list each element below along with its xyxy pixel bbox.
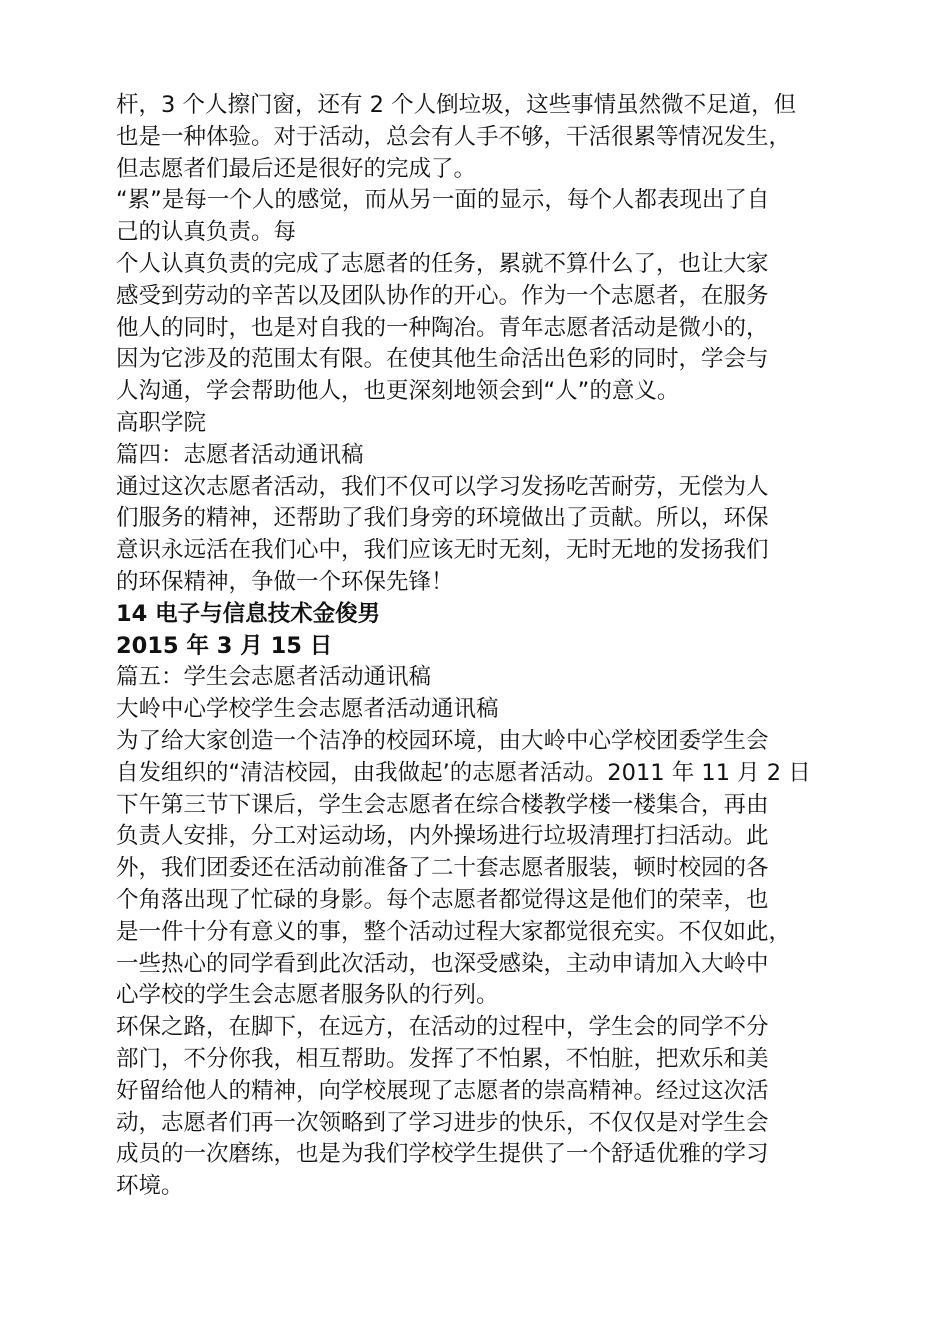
author-affiliation: 高职学院 xyxy=(116,409,207,436)
text-line: 因为它涉及的范围太有限。在使其他生命活出色彩的同时，学会与 xyxy=(116,346,769,373)
text-line: 杆，3 个人擦门窗，还有 2 个人倒垃圾，这些事情虽然微不足道，但 xyxy=(116,92,797,118)
text-line: 人沟通，学会帮助他人，也更深刻地领会到“人”的意义。 xyxy=(116,378,680,405)
text-line: 个角落出现了忙碌的身影。每个志愿者都觉得这是他们的荣幸，也 xyxy=(116,886,769,913)
text-line: 的环保精神，争做一个环保先锋！ xyxy=(116,568,454,595)
text-line: 个人认真负责的完成了志愿者的任务，累就不算什么了，也让大家 xyxy=(116,250,769,277)
text-line: 意识永远活在我们心中，我们应该无时无刻，无时无地的发扬我们 xyxy=(116,537,769,564)
text-line: 成员的一次磨练，也是为我们学校学生提供了一个舒适优雅的学习 xyxy=(116,1141,769,1168)
text-line: 感受到劳动的辛苦以及团队协作的开心。作为一个志愿者，在服务 xyxy=(116,282,769,309)
section-heading: 篇五：学生会志愿者活动通讯稿 xyxy=(116,664,432,691)
text-line: 为了给大家创造一个洁净的校园环境，由大岭中心学校团委学生会 xyxy=(116,727,769,754)
text-line: 他人的同时，也是对自我的一种陶冶。青年志愿者活动是微小的， xyxy=(116,314,769,341)
section-heading: 篇四：志愿者活动通讯稿 xyxy=(116,441,364,468)
text-line: 是一件十分有意义的事，整个活动过程大家都觉很充实。不仅如此， xyxy=(116,918,792,945)
text-line: 心学校的学生会志愿者服务队的行列。 xyxy=(116,982,499,1009)
text-line: 环保之路，在脚下，在远方，在活动的过程中，学生会的同学不分 xyxy=(116,1014,769,1041)
text-line: 也是一种体验。对于活动，总会有人手不够，干活很累等情况发生， xyxy=(116,123,792,150)
text-line: “累”是每一个人的感觉，而从另一面的显示，每个人都表现出了自 xyxy=(116,187,770,214)
text-line: 通过这次志愿者活动，我们不仅可以学习发扬吃苦耐劳，无偿为人 xyxy=(116,473,769,500)
text-line: 动，志愿者们再一次领略到了学习进步的快乐，不仅仅是对学生会 xyxy=(116,1109,769,1136)
text-line: 环境。 xyxy=(116,1173,184,1200)
text-line: 己的认真负责。每 xyxy=(116,219,297,246)
text-line: 自发组织的“清洁校园，由我做起’的志愿者活动。2011 年 11 月 2 日 xyxy=(116,759,811,786)
text-line: 负责人安排，分工对运动场，内外操场进行垃圾清理打扫活动。此 xyxy=(116,823,769,850)
document-page xyxy=(116,90,836,1203)
article-title: 大岭中心学校学生会志愿者活动通讯稿 xyxy=(116,696,499,723)
text-line: 下午第三节下课后，学生会志愿者在综合楼教学楼一楼集合，再由 xyxy=(116,791,769,818)
author-line: 14 电子与信息技术金俊男 xyxy=(116,600,381,627)
text-line: 外，我们团委还在活动前准备了二十套志愿者服装，顿时校园的各 xyxy=(116,855,769,882)
text-line: 一些热心的同学看到此次活动，也深受感染，主动申请加入大岭中 xyxy=(116,950,769,977)
text-line: 们服务的精神，还帮助了我们身旁的环境做出了贡献。所以，环保 xyxy=(116,505,769,532)
text-line: 但志愿者们最后还是很好的完成了。 xyxy=(116,155,477,182)
text-line: 部门，不分你我，相互帮助。发挥了不怕累，不怕脏，把欢乐和美 xyxy=(116,1045,769,1072)
date-line: 2015 年 3 月 15 日 xyxy=(116,632,333,659)
text-line: 好留给他人的精神，向学校展现了志愿者的崇高精神。经过这次活 xyxy=(116,1077,769,1104)
